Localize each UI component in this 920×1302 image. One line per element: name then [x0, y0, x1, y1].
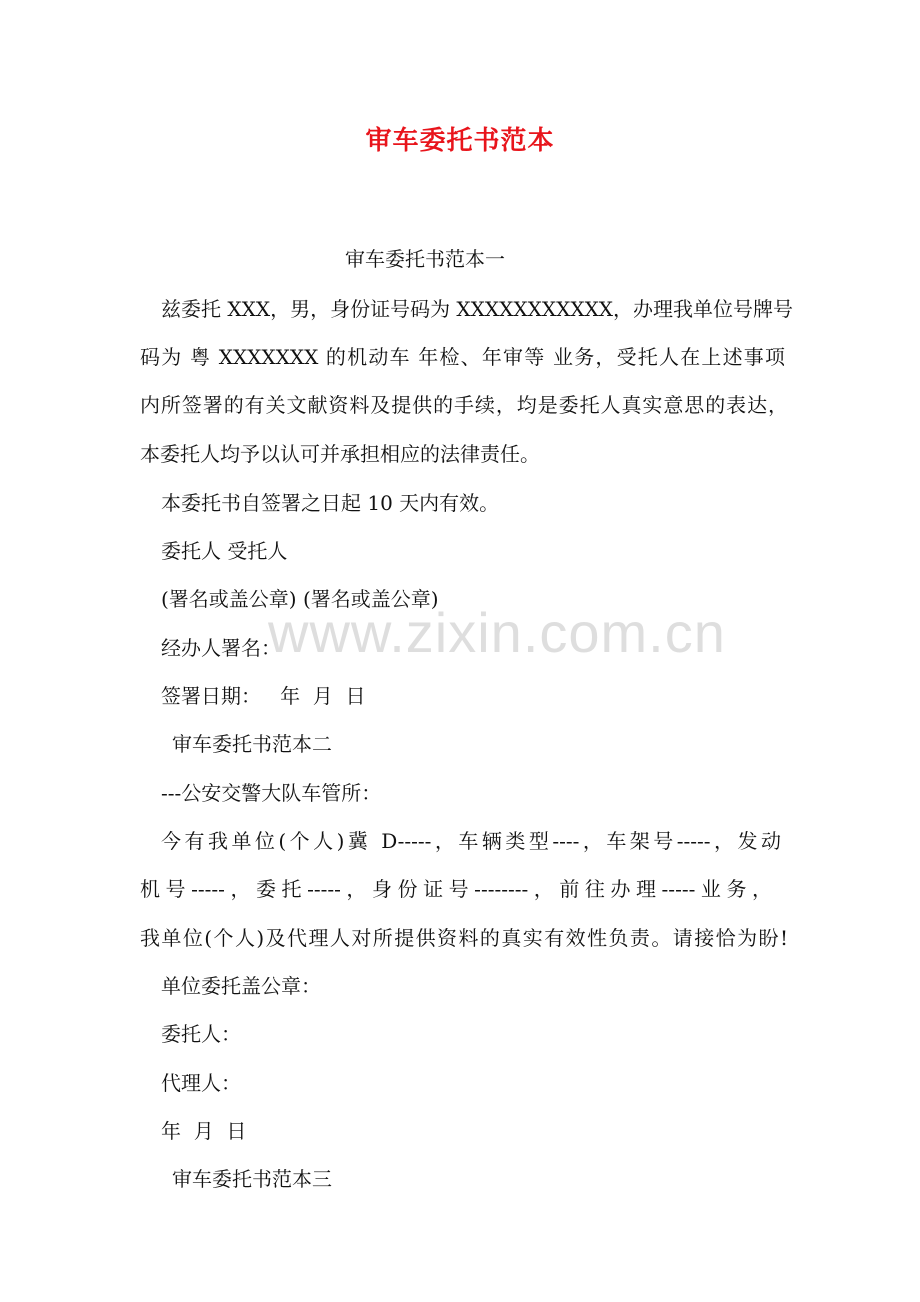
section-heading-1: 审车委托书范本一	[345, 247, 505, 271]
paragraph-line: 码为 粤 XXXXXXX 的机动车 年检、年审等 业务，受托人在上述事项	[140, 345, 785, 369]
section-heading-3: 审车委托书范本三	[172, 1167, 332, 1191]
paragraph-line: 今有我单位(个人)冀 D-----，车辆类型----，车架号-----，发动	[161, 829, 781, 853]
paragraph-line: 我单位(个人)及代理人对所提供资料的真实有效性负责。请接恰为盼!	[140, 926, 788, 950]
signature-note-line: (署名或盖公章) (署名或盖公章)	[161, 587, 439, 611]
agent-line: 代理人：	[161, 1071, 241, 1095]
date-line: 年 月 日	[161, 1119, 247, 1143]
paragraph-line: 本委托人均予以认可并承担相应的法律责任。	[140, 442, 540, 466]
document-title: 审车委托书范本	[365, 126, 555, 156]
handler-signature-line: 经办人署名：	[161, 636, 281, 660]
company-seal-line: 单位委托盖公章：	[161, 974, 321, 998]
principal-line: 委托人：	[161, 1022, 241, 1046]
watermark: www.zixin.com.cn	[268, 601, 726, 664]
validity-line: 本委托书自签署之日起 10 天内有效。	[161, 491, 500, 515]
paragraph-line: 机号-----，委托-----，身份证号--------，前往办理-----业务，	[140, 877, 772, 901]
signing-date-line: 签署日期： 年 月 日	[161, 684, 366, 708]
section-heading-2: 审车委托书范本二	[172, 732, 332, 756]
paragraph-line: 兹委托 XXX，男，身份证号码为 XXXXXXXXXXX，办理我单位号牌号	[161, 297, 794, 321]
addressee-line: ---公安交警大队车管所：	[161, 781, 382, 805]
paragraph-line: 内所签署的有关文献资料及提供的手续，均是委托人真实意思的表达，	[140, 393, 788, 417]
signatories-line: 委托人 受托人	[161, 539, 288, 563]
